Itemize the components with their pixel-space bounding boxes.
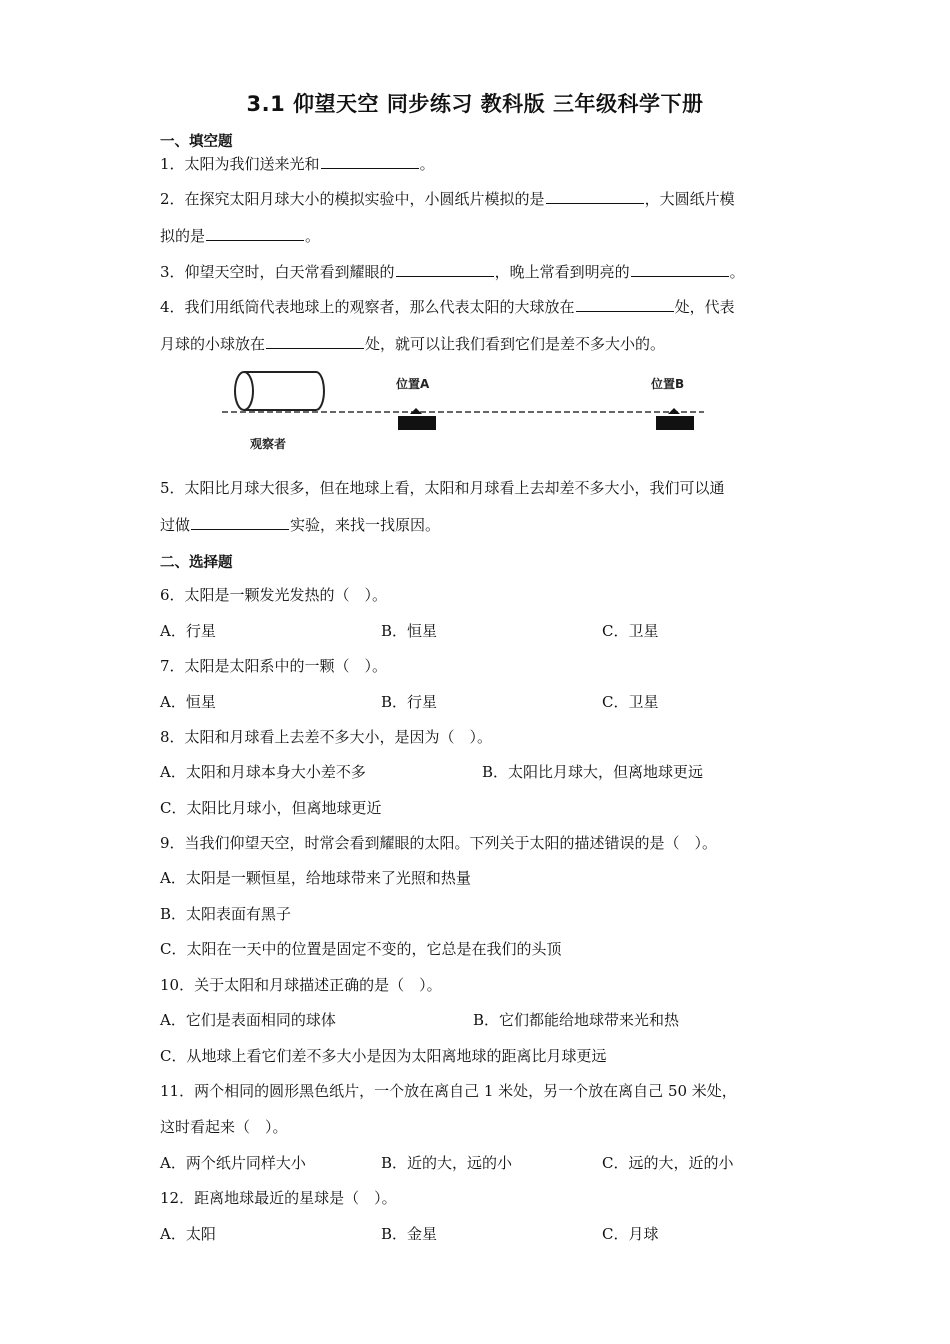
option-c[interactable]: C．太阳比月球小，但离地球更近 — [160, 799, 382, 817]
question-text: 我们用纸筒代表地球上的观察者，那么代表太阳的大球放在 — [184, 298, 575, 316]
option-c[interactable]: C．从地球上看它们差不多大小是因为太阳离地球的距离比月球更远 — [160, 1047, 607, 1065]
question-text: 太阳比月球大很多，但在地球上看，太阳和月球看上去却差不多大小，我们可以通 — [184, 479, 725, 497]
question-text: 在探究太阳月球大小的模拟实验中，小圆纸片模拟的是 — [184, 190, 545, 208]
option-c[interactable]: C．太阳在一天中的位置是固定不变的，它总是在我们的头顶 — [160, 940, 562, 958]
answer-blank[interactable] — [206, 226, 304, 241]
option-a[interactable]: A．太阳和月球本身大小差不多 — [160, 763, 366, 781]
answer-blank[interactable] — [396, 262, 494, 277]
question-text: ，大圆纸片模 — [644, 190, 735, 208]
question-text: 过做 — [160, 516, 191, 534]
question-text: 处，代表 — [674, 298, 735, 316]
question-6: 6．太阳是一颗发光发热的（ ）。 — [160, 586, 388, 604]
question-11-cont: 这时看起来（ ）。 — [160, 1118, 288, 1136]
question-7: 7．太阳是太阳系中的一颗（ ）。 — [160, 657, 388, 675]
answer-blank[interactable] — [546, 189, 644, 204]
observer-label: 观察者 — [250, 437, 287, 451]
option-a[interactable]: A．太阳 — [160, 1225, 216, 1243]
position-a-label: 位置A — [396, 377, 430, 391]
answer-blank[interactable] — [191, 515, 289, 530]
question-10: 10．关于太阳和月球描述正确的是（ ）。 — [160, 976, 442, 994]
question-text: 。 — [305, 227, 321, 245]
answer-blank[interactable] — [321, 154, 419, 169]
answer-blank[interactable] — [631, 262, 729, 277]
question-2-cont — [160, 225, 320, 246]
question-text: 实验，来找一找原因。 — [290, 516, 441, 534]
question-text: ，晚上常看到明亮的 — [494, 263, 630, 281]
question-1 — [160, 153, 435, 174]
question-4-cont — [160, 333, 665, 354]
question-number: 2． — [160, 190, 185, 208]
option-c[interactable]: C．远的大，近的小 — [602, 1154, 734, 1172]
question-text: 拟的是 — [160, 227, 206, 245]
question-9: 9．当我们仰望天空，时常会看到耀眼的太阳。下列关于太阳的描述错误的是（ ）。 — [160, 834, 718, 852]
option-b[interactable]: B．太阳比月球大，但离地球更远 — [482, 763, 704, 781]
question-text: 。 — [419, 155, 435, 173]
question-text: 太阳为我们送来光和 — [184, 155, 320, 173]
question-3 — [160, 261, 745, 282]
section-heading-multiple-choice: 二、选择题 — [160, 555, 233, 571]
question-text: 处，就可以让我们看到它们是差不多大小的。 — [365, 335, 666, 353]
option-b[interactable]: B．金星 — [381, 1225, 438, 1243]
answer-blank[interactable] — [576, 297, 674, 312]
option-a[interactable]: A．太阳是一颗恒星，给地球带来了光照和热量 — [160, 869, 471, 887]
option-a[interactable]: A．行星 — [160, 622, 216, 640]
page-title: 3.1 仰望天空 同步练习 教科版 三年级科学下册 — [246, 92, 704, 116]
option-a[interactable]: A．它们是表面相同的球体 — [160, 1011, 336, 1029]
question-number: 1． — [160, 155, 185, 173]
question-11: 11．两个相同的圆形黑色纸片，一个放在离自己 1 米处，另一个放在离自己 50 米处， — [160, 1082, 737, 1100]
option-c[interactable]: C．卫星 — [602, 622, 659, 640]
option-b[interactable]: B．太阳表面有黑子 — [160, 905, 292, 923]
question-12: 12．距离地球最近的星球是（ ）。 — [160, 1189, 397, 1207]
option-a[interactable]: A．恒星 — [160, 693, 216, 711]
position-b-stand-icon — [656, 408, 694, 430]
option-b[interactable]: B．恒星 — [381, 622, 438, 640]
position-b-label: 位置B — [651, 377, 685, 391]
option-a[interactable]: A．两个纸片同样大小 — [160, 1154, 306, 1172]
option-c[interactable]: C．卫星 — [602, 693, 659, 711]
question-text: 。 — [729, 263, 745, 281]
observer-diagram — [220, 362, 720, 462]
option-b[interactable]: B．行星 — [381, 693, 438, 711]
question-number: 3． — [160, 263, 185, 281]
question-number: 4． — [160, 298, 185, 316]
question-8: 8．太阳和月球看上去差不多大小，是因为（ ）。 — [160, 728, 493, 746]
option-b[interactable]: B．近的大，远的小 — [381, 1154, 513, 1172]
question-text: 月球的小球放在 — [160, 335, 266, 353]
option-c[interactable]: C．月球 — [602, 1225, 659, 1243]
option-b[interactable]: B．它们都能给地球带来光和热 — [473, 1011, 680, 1029]
question-number: 5． — [160, 479, 185, 497]
answer-blank[interactable] — [266, 334, 364, 349]
question-5-cont — [160, 514, 440, 535]
paper-tube-icon — [235, 372, 324, 410]
section-heading-fill-blank: 一、填空题 — [160, 134, 233, 150]
question-2 — [160, 188, 735, 209]
question-5 — [160, 477, 725, 498]
question-text: 仰望天空时，白天常看到耀眼的 — [184, 263, 395, 281]
question-4 — [160, 296, 735, 317]
